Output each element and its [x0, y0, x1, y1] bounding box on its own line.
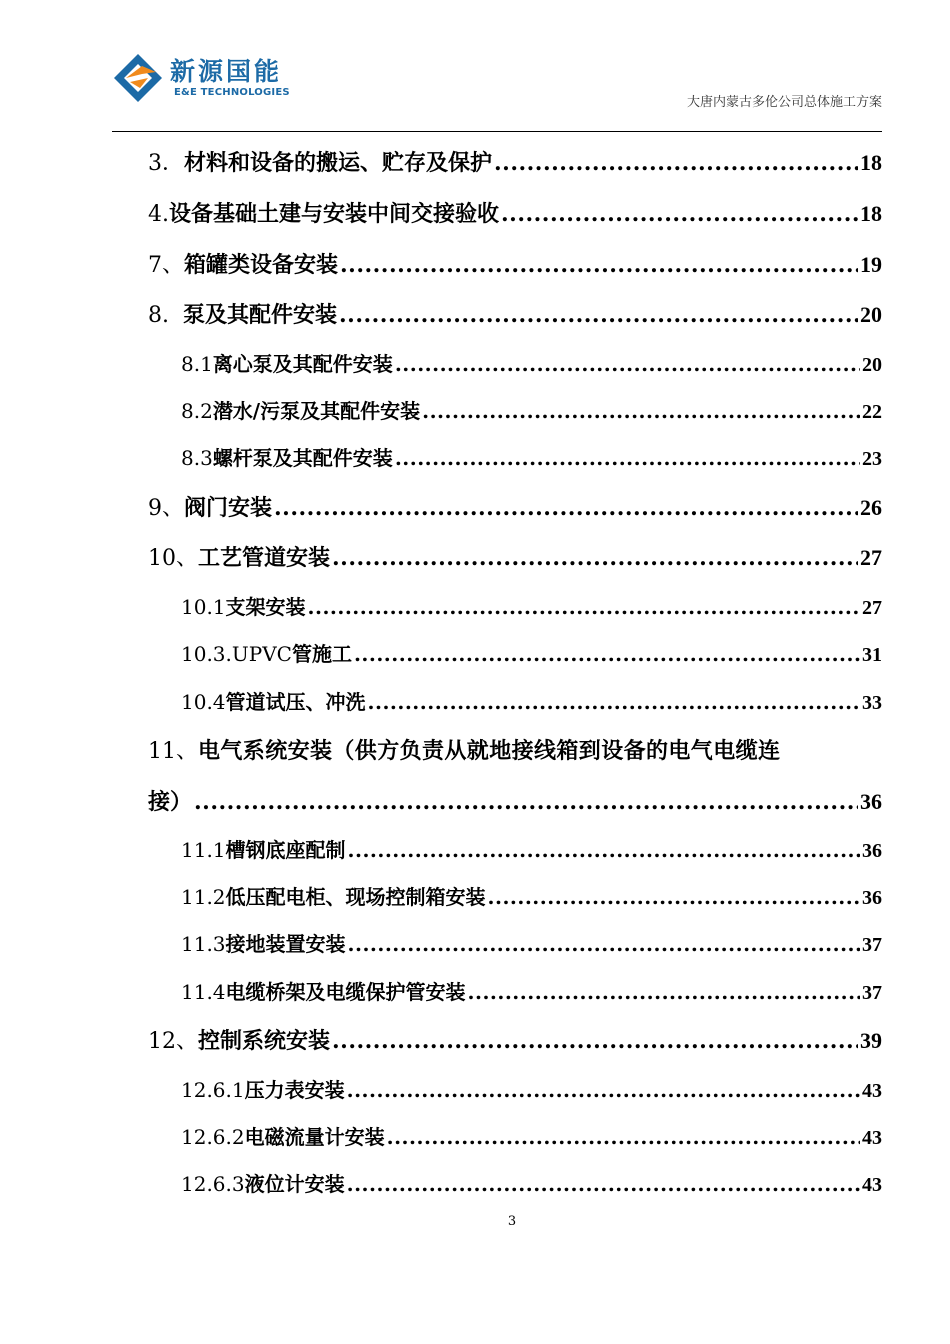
toc-number: 12.6.1 [181, 1078, 245, 1102]
toc-entry[interactable] [181, 1168, 882, 1197]
toc-number: 8. [148, 303, 183, 328]
toc-title: 材料和设备的搬运、贮存及保护 [184, 151, 493, 176]
toc-number: 12、 [148, 1029, 198, 1054]
toc-page: 27 [862, 597, 882, 619]
toc-leader-dots [422, 399, 860, 423]
toc-leader-dots [488, 885, 860, 909]
toc-page: 26 [860, 495, 882, 520]
logo-english-name: E&E TECHNOLOGIES [174, 87, 290, 98]
toc-leader-dots [347, 1172, 860, 1196]
toc-entry[interactable] [181, 834, 882, 863]
toc-title: 泵及其配件安装 [182, 303, 337, 328]
toc-leader-dots [340, 252, 858, 278]
toc-leader-dots [194, 789, 858, 815]
toc-leader-dots [332, 1028, 858, 1054]
toc-page: 36 [862, 840, 882, 862]
toc-title: 离心泵及其配件安装 [212, 352, 393, 376]
toc-page: 43 [862, 1174, 882, 1196]
toc-number: 8.3 [181, 446, 213, 470]
toc-title: 设备基础土建与安装中间交接验收 [169, 202, 500, 227]
toc-entry[interactable] [148, 491, 882, 522]
toc-entry[interactable] [181, 686, 882, 715]
toc-title: 压力表安装 [244, 1078, 345, 1102]
toc-title: 工艺管道安装 [198, 546, 331, 571]
toc-page: 37 [862, 934, 882, 956]
toc-entry[interactable] [148, 1024, 882, 1055]
toc-leader-dots [395, 352, 860, 376]
toc-entry[interactable] [181, 928, 882, 957]
toc-entry[interactable] [148, 248, 882, 279]
toc-page: 18 [860, 150, 882, 175]
toc-title: 电磁流量计安装 [244, 1125, 385, 1149]
toc-leader-dots [332, 545, 858, 571]
toc-entry-wrapped-first-line[interactable] [148, 734, 882, 765]
toc-page: 43 [862, 1127, 882, 1149]
toc-page: 43 [862, 1080, 882, 1102]
toc-number: 8.2 [181, 399, 213, 423]
toc-page: 36 [862, 887, 882, 909]
toc-entry[interactable] [181, 1074, 882, 1103]
toc-leader-dots [501, 201, 858, 227]
toc-number: 9、 [148, 496, 184, 521]
toc-entry[interactable] [148, 298, 882, 329]
toc-number: 10.3.UPVC [181, 642, 292, 666]
toc-page: 37 [862, 982, 882, 1004]
toc-page: 18 [860, 201, 882, 226]
toc-page: 19 [860, 252, 882, 277]
toc-number: 8.1 [181, 352, 213, 376]
toc-entry[interactable] [181, 976, 882, 1005]
toc-page: 27 [860, 545, 882, 570]
toc-title: 控制系统安装 [198, 1029, 331, 1054]
toc-leader-dots [468, 980, 860, 1004]
toc-number: 11.4 [181, 980, 226, 1004]
toc-leader-dots [494, 150, 858, 176]
toc-title: 阀门安装 [184, 496, 273, 521]
toc-entry[interactable] [148, 541, 882, 572]
toc-title: 螺杆泵及其配件安装 [212, 446, 393, 470]
toc-leader-dots [387, 1125, 860, 1149]
toc-number: 11.1 [181, 838, 226, 862]
logo-diamond-icon [112, 52, 164, 104]
toc-title: 支架安装 [225, 595, 306, 619]
toc-entry-wrapped-second-line[interactable] [148, 785, 882, 816]
toc-title: 电气系统安装（供方负责从就地接线箱到设备的电气电缆连 [198, 739, 781, 764]
toc-page: 20 [862, 354, 882, 376]
toc-title: 箱罐类设备安装 [184, 253, 339, 278]
toc-number: 10.1 [181, 595, 226, 619]
toc-number: 11、 [148, 739, 198, 764]
toc-entry[interactable] [181, 395, 882, 424]
toc-page: 22 [862, 401, 882, 423]
logo-chinese-name: 新源国能 [170, 57, 283, 86]
toc-leader-dots [347, 1078, 860, 1102]
toc-leader-dots [339, 302, 858, 328]
toc-number: 12.6.3 [181, 1172, 245, 1196]
toc-leader-dots [395, 446, 860, 470]
toc-number: 4. [148, 202, 169, 227]
company-logo [112, 50, 292, 106]
toc-entry[interactable] [181, 591, 882, 620]
toc-title: 管施工 [291, 642, 352, 666]
toc-entry[interactable] [181, 881, 882, 910]
toc-title: 管道试压、冲洗 [225, 690, 366, 714]
toc-number: 11.3 [181, 932, 226, 956]
page-number: 3 [507, 1214, 517, 1229]
toc-leader-dots [368, 690, 860, 714]
toc-title: 接） [148, 790, 193, 815]
header-divider [112, 131, 882, 132]
toc-leader-dots [348, 838, 860, 862]
toc-title: 潜水/污泵及其配件安装 [212, 399, 421, 423]
toc-number: 10.4 [181, 690, 226, 714]
toc-page: 20 [860, 302, 882, 327]
toc-entry[interactable] [181, 1121, 882, 1150]
toc-page: 23 [862, 448, 882, 470]
toc-number: 11.2 [181, 885, 226, 909]
toc-leader-dots [274, 495, 858, 521]
toc-leader-dots [308, 595, 860, 619]
toc-number: 12.6.2 [181, 1125, 245, 1149]
toc-number: 7、 [148, 253, 184, 278]
toc-entry[interactable] [148, 146, 882, 177]
toc-title: 槽钢底座配制 [225, 838, 346, 862]
toc-title: 电缆桥架及电缆保护管安装 [225, 980, 466, 1004]
toc-page: 36 [860, 789, 882, 814]
toc-title: 液位计安装 [244, 1172, 345, 1196]
toc-page: 31 [862, 644, 882, 666]
toc-number: 10、 [148, 546, 198, 571]
toc-leader-dots [348, 932, 860, 956]
toc-entry[interactable] [181, 442, 882, 471]
toc-title: 接地装置安装 [225, 932, 346, 956]
toc-page: 39 [860, 1028, 882, 1053]
toc-number: 3． [148, 151, 184, 176]
toc-entry[interactable] [181, 348, 882, 377]
toc-title: 低压配电柜、现场控制箱安装 [225, 885, 486, 909]
toc-entry[interactable] [148, 197, 882, 228]
toc-entry[interactable] [181, 638, 882, 667]
toc-page: 33 [862, 692, 882, 714]
toc-leader-dots [354, 642, 860, 666]
document-title: 大唐内蒙古多伦公司总体施工方案 [686, 95, 882, 110]
